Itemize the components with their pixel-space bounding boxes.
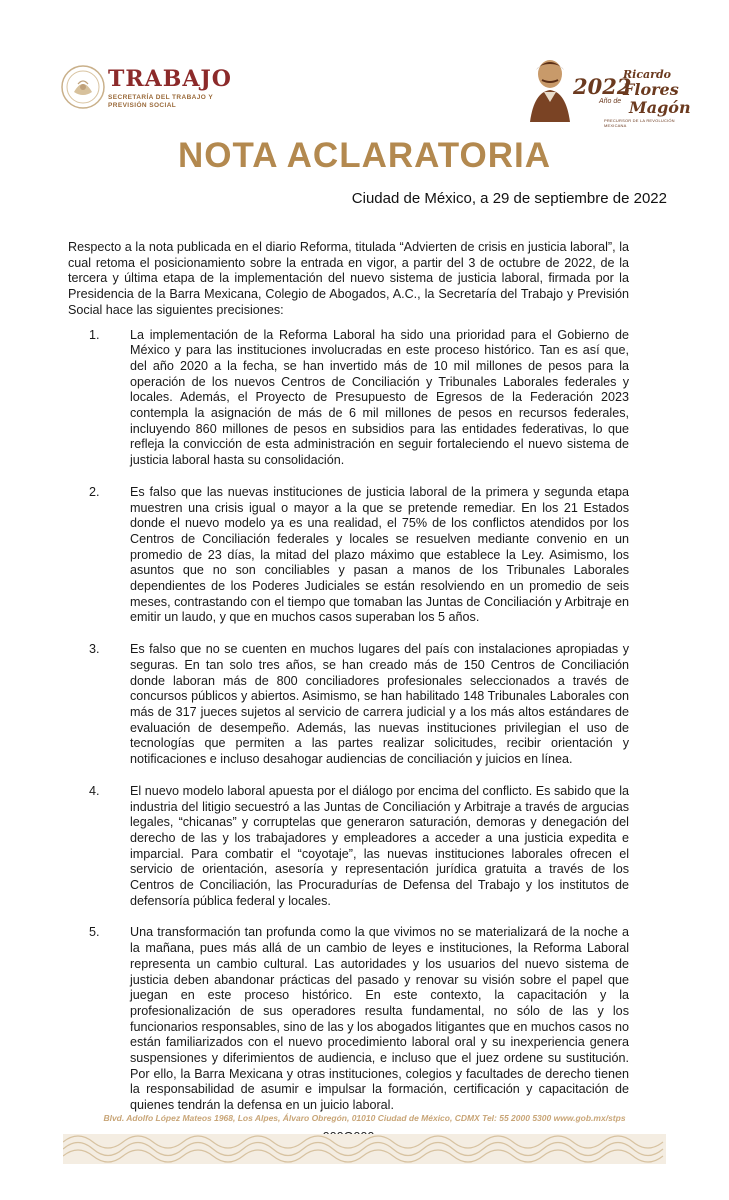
portrait-illustration-icon (526, 56, 574, 122)
year-label-small: Año de (599, 98, 622, 105)
list-item (68, 784, 629, 910)
dateline: Ciudad de México, a 29 de septiembre de 2022 (351, 190, 667, 207)
document-title: NOTA ACLARATORIA (177, 136, 552, 175)
national-seal-icon (60, 64, 106, 110)
year-name-first: Ricardo (623, 68, 671, 81)
year-logo (526, 54, 691, 128)
list-item (68, 925, 629, 1113)
list-item-number: 2. (89, 484, 100, 499)
org-name: TRABAJO (108, 66, 232, 92)
list-item-number: 5. (89, 925, 100, 940)
footer-address: Blvd. Adolfo López Mateos 1968, Los Alpes, Álvaro Obregón, 01010 Ciudad de México, CDMX Tel: 55 2000 5300 www.gob.mx/stps (103, 1113, 626, 1123)
org-subtitle: SECRETARÍA DEL TRABAJO Y PREVISIÓN SOCIAL (108, 94, 213, 109)
decorative-pattern-band (63, 1134, 666, 1164)
list-item-text: Una transformación tan profunda como la que vivimos no se materializará de la noche a la mañana, pues más allá de un cambio de leyes e instituciones, la Reforma Laboral representa un cambio cultural. Las autoridades y los usuarios del nuevo sistema de justicia deben abandonar prácticas del pasado y renovar su visión sobre el papel que juegan en este proceso histórico. En este contexto, la capacitación y la profesionalización de sus operadores resulta fundamental, no sólo de las y los funcionarios responsables, sino de las y los abogados litigantes que en muchos casos no están familiarizados con el nuevo procedimiento laboral oral y su inexperiencia genera suspensiones y diferimientos de audiencia, e incluso que el juez ordene su sustitución. Por ello, la Barra Mexicana y otras instituciones, colegios y facultades de derecho tienen la responsabilidad de asumir e impulsar la formación, certificación y capacitación de quienes tendrán la defensa en un juicio laboral. (130, 925, 629, 1113)
page-header (0, 0, 729, 135)
intro-paragraph: Respecto a la nota publicada en el diario Reforma, titulada “Advierten de crisis en justicia laboral”, la cual retoma el posicionamiento sobre la entrada en vigor, a partir del 3 de octubre de 2022, de la tercera y última etapa de la implementación del nuevo sistema de justicia laboral, firmada por la Presidencia de la Barra Mexicana, Colegio de Abogados, A.C., la Secretaría del Trabajo y Previsión Social hace las siguientes precisiones: (68, 240, 629, 317)
document-body (68, 240, 629, 1146)
year-number: 2022 (573, 74, 632, 99)
list-item-number: 1. (89, 327, 100, 342)
list-item (68, 328, 629, 469)
year-name-second: Flores (623, 80, 679, 99)
list-item-text: Es falso que las nuevas instituciones de justicia laboral de la primera y segunda etapa muestren una crisis igual o mayor a la que se pretende remediar. En los 21 Estados donde el nuevo modelo ya es una realidad, el 75% de los conflictos atendidos por los Centros de Conciliación federales y locales se resuelven mediante convenio en un promedio de 23 días, la mitad del plazo máximo que establece la Ley. Asimismo, los asuntos que no son conciliables y pasan a manos de los Tribunales Laborales dependientes de los Poderes Judiciales se están resolviendo en un promedio de seis meses, contrastando con el tiempo que tomaban las Juntas de Conciliación y Arbitraje en emitir un laudo, y que en muchos casos superaban los 5 años. (130, 484, 629, 625)
list-item-text: El nuevo modelo laboral apuesta por el diálogo por encima del conflicto. Es sabido que la industria del litigio secuestró a las Juntas de Conciliación y Arbitraje a través de argucias legales, “chicanas” y corruptelas que generaron saturación, demoras y denegación del derecho de las y los trabajadores y empleadores a acceder a una justicia expedita e imparcial. Para combatir el “coyotaje”, las nuevas instituciones laborales ofrecen el servicio de orientación, asesoría y representación jurídica gratuita a través de los Centros de Conciliación, las Procuradurías de Defensa del Trabajo y los institutos de defensoría pública federal y locales. (130, 783, 629, 908)
list-item-number: 3. (89, 642, 100, 657)
year-tagline: PRECURSOR DE LA REVOLUCIÓN MEXICANA (604, 118, 675, 128)
points-list (68, 328, 629, 1114)
year-name-third: Magón (629, 98, 691, 117)
list-item-text: La implementación de la Reforma Laboral ha sido una prioridad para el Gobierno de México y para las instituciones involucradas en este proceso histórico. Tan es así que, del año 2020 a la fecha, se han invertido más de 10 mil millones de pesos para la operación de los nuevos Centros de Conciliación y Tribunales Laborales federales y locales. Además, el Proyecto de Presupuesto de Egresos de la Federación 2023 contempla la asignación de más de 6 mil millones de pesos en recursos federales, incluyendo 860 millones de pesos en subsidios para las entidades federativas, lo que refleja la convicción de esta administración en seguir fortaleciendo el nuevo sistema de justicia laboral hasta su consolidación. (130, 327, 629, 468)
list-item (68, 642, 629, 768)
trabajo-logo (60, 64, 240, 116)
list-item (68, 485, 629, 626)
list-item-text: Es falso que no se cuenten en muchos lugares del país con instalaciones apropiadas y seguras. En tan solo tres años, se han creado más de 150 Centros de Conciliación donde laboran más de 800 conciliadores profesionales seleccionados a través de concursos públicos y abiertos. Asimismo, se han habilitado 148 Tribunales Laborales con más de 317 jueces sujetos al servicio de carrera judicial y a los más altos estándares de evaluación de desempeño. Además, las nuevas instituciones privilegian el uso de tecnologías que permiten a las partes realizar solicitudes, recibir orientación y notificaciones e incluso desahogar audiencias de conciliación y juicios en línea. (130, 642, 629, 767)
list-item-number: 4. (89, 783, 100, 798)
